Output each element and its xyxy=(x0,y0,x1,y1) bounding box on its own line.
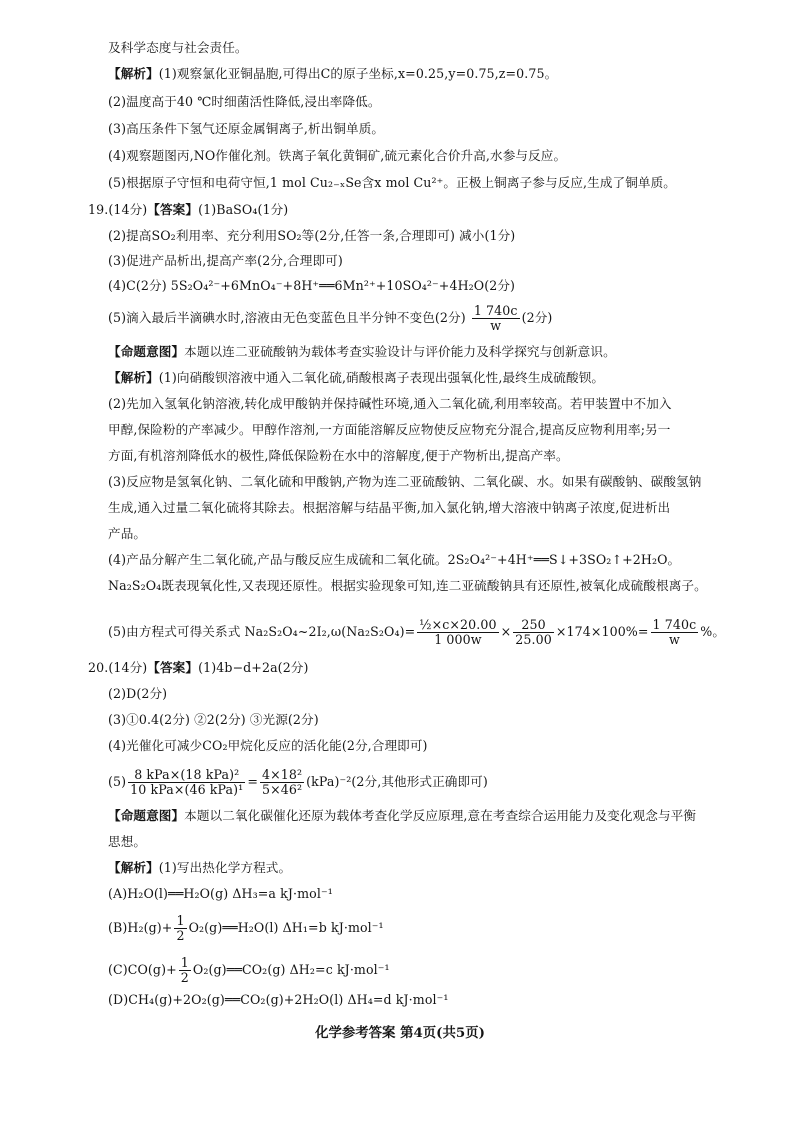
text-line: (5)根据原子守恒和电荷守恒,1 mol Cu₂₋ₓSe含x mol Cu²⁺。正极上铜离子参与反应,生成了铜单质。 xyxy=(108,175,676,190)
text-line: 生成,通入过量二氧化硫将其除去。根据溶解与结晶平衡,加入氯化钠,增大溶液中钠离子浓度,促进析出 xyxy=(108,500,671,515)
page-footer: 化学参考答案 第4页(共5页) xyxy=(315,1025,485,1041)
text-line: (3)①0.4(2分) ②2(2分) ③光源(2分) xyxy=(108,712,319,727)
intent-tag: 【命题意图】 xyxy=(108,808,185,823)
text-line: (4)观察题图丙,NO作催化剂。铁离子氧化黄铜矿,硫元素化合价升高,水参与反应。 xyxy=(108,148,567,163)
formula-line: (5)由方程式可得关系式 Na₂S₂O₄~2I₂,ω(Na₂S₂O₄)= $\frac{\text{½×c×20.00}}{1 000w}$ × $\frac{250}{25.00}$ ×174×100%= $\frac{1 740c}{w}$ %。 xyxy=(108,617,726,647)
analysis-tag: 【解析】 xyxy=(108,860,159,875)
text-line: 【命题意图】本题以连二亚硫酸钠为载体考查实验设计与评价能力及科学探究与创新意识。 xyxy=(108,344,616,359)
intent-tag: 【命题意图】 xyxy=(108,344,185,359)
text-line: (4)光催化可减少CO₂甲烷化反应的活化能(2分,合理即可) xyxy=(108,738,428,753)
answer-fraction: $\frac{1 740c}{w}$ xyxy=(473,303,518,333)
question-19-heading: 19.(14分)【答案】(1)BaSO₄(1分) xyxy=(88,202,289,217)
text-line: (2)温度高于40 ℃时细菌活性降低,浸出率降低。 xyxy=(108,94,381,109)
formula-line: (5) $\frac{\text{8 kPa×(18 kPa)²}}{\text{10 kPa×(46 kPa)¹}}$ = $\frac{\text{4×18²}}{\text{5×46²}}$ (kPa)⁻²(2分,其他形式正确即可) xyxy=(108,767,488,797)
equation-c: (C)CO(g)+ $\frac{1}{2}$ O₂(g)══CO₂(g) ΔH₂=c kJ·mol⁻¹ xyxy=(108,955,390,985)
text-line: 【解析】(1)向硝酸钡溶液中通入二氧化硫,硝酸根离子表现出强氧化性,最终生成硫酸钡。 xyxy=(108,370,605,385)
text-line: 【命题意图】本题以二氧化碳催化还原为载体考查化学反应原理,意在考查综合运用能力及变化观念与平衡 xyxy=(108,808,697,823)
text-line: (2)提高SO₂利用率、充分利用SO₂等(2分,任答一条,合理即可) 减小(1分) xyxy=(108,228,516,243)
text-line: (3)反应物是氢氧化钠、二氧化硫和甲酸钠,产物为连二亚硫酸钠、二氧化碳、水。如果有碳酸钠、碳酸氢钠 xyxy=(108,474,702,489)
text-line: 思想。 xyxy=(108,834,147,849)
text-line: (4)产品分解产生二氧化硫,产品与酸反应生成硫和二氧化硫。2S₂O₄²⁻+4H⁺══S↓+3SO₂↑+2H₂O。 xyxy=(108,552,681,567)
text-line: 及科学态度与社会责任。 xyxy=(108,40,248,55)
equation-d: (D)CH₄(g)+2O₂(g)══CO₂(g)+2H₂O(l) ΔH₄=d kJ·mol⁻¹ xyxy=(108,992,449,1007)
text-line: Na₂S₂O₄既表现氧化性,又表现还原性。根据实验现象可知,连二亚硫酸钠具有还原性,被氧化成硫酸根离子。 xyxy=(108,578,707,593)
text-line: (4)C(2分) 5S₂O₄²⁻+6MnO₄⁻+8H⁺══6Mn²⁺+10SO₄²⁻+4H₂O(2分) xyxy=(108,278,516,293)
text-line: 甲醇,保险粉的产率减少。甲醇作溶剂,一方面能溶解反应物使反应物充分混合,提高反应物利用率;另一 xyxy=(108,422,671,437)
equation-b: (B)H₂(g)+ $\frac{1}{2}$ O₂(g)══H₂O(l) ΔH₁=b kJ·mol⁻¹ xyxy=(108,913,384,943)
text-line: 方面,有机溶剂降低水的极性,降低保险粉在水中的溶解度,便于产物析出,提高产率。 xyxy=(108,448,569,463)
text-line: (3)高压条件下氢气还原金属铜离子,析出铜单质。 xyxy=(108,121,385,136)
analysis-tag: 【解析】 xyxy=(108,370,159,385)
text-line: (3)促进产品析出,提高产率(2分,合理即可) xyxy=(108,253,343,268)
text-line: 【解析】(1)观察氯化亚铜晶胞,可得出C的原子坐标,x=0.25,y=0.75,z=0.75。 xyxy=(108,66,558,81)
text-line: 【解析】(1)写出热化学方程式。 xyxy=(108,860,292,875)
text-line: 产品。 xyxy=(108,526,147,541)
analysis-tag: 【解析】 xyxy=(108,66,159,81)
question-20-heading: 20.(14分)【答案】(1)4b−d+2a(2分) xyxy=(88,660,309,675)
equation-a: (A)H₂O(l)══H₂O(g) ΔH₃=a kJ·mol⁻¹ xyxy=(108,886,333,901)
text-line: (5)滴入最后半滴碘水时,溶液由无色变蓝色且半分钟不变色(2分) $\frac{1 740c}{w}$ (2分) xyxy=(108,303,553,333)
text-line: (2)先加入氢氧化钠溶液,转化成甲酸钠并保持碱性环境,通入二氧化硫,利用率较高。若甲装置中不加入 xyxy=(108,396,672,411)
text-line: (2)D(2分) xyxy=(108,686,168,701)
